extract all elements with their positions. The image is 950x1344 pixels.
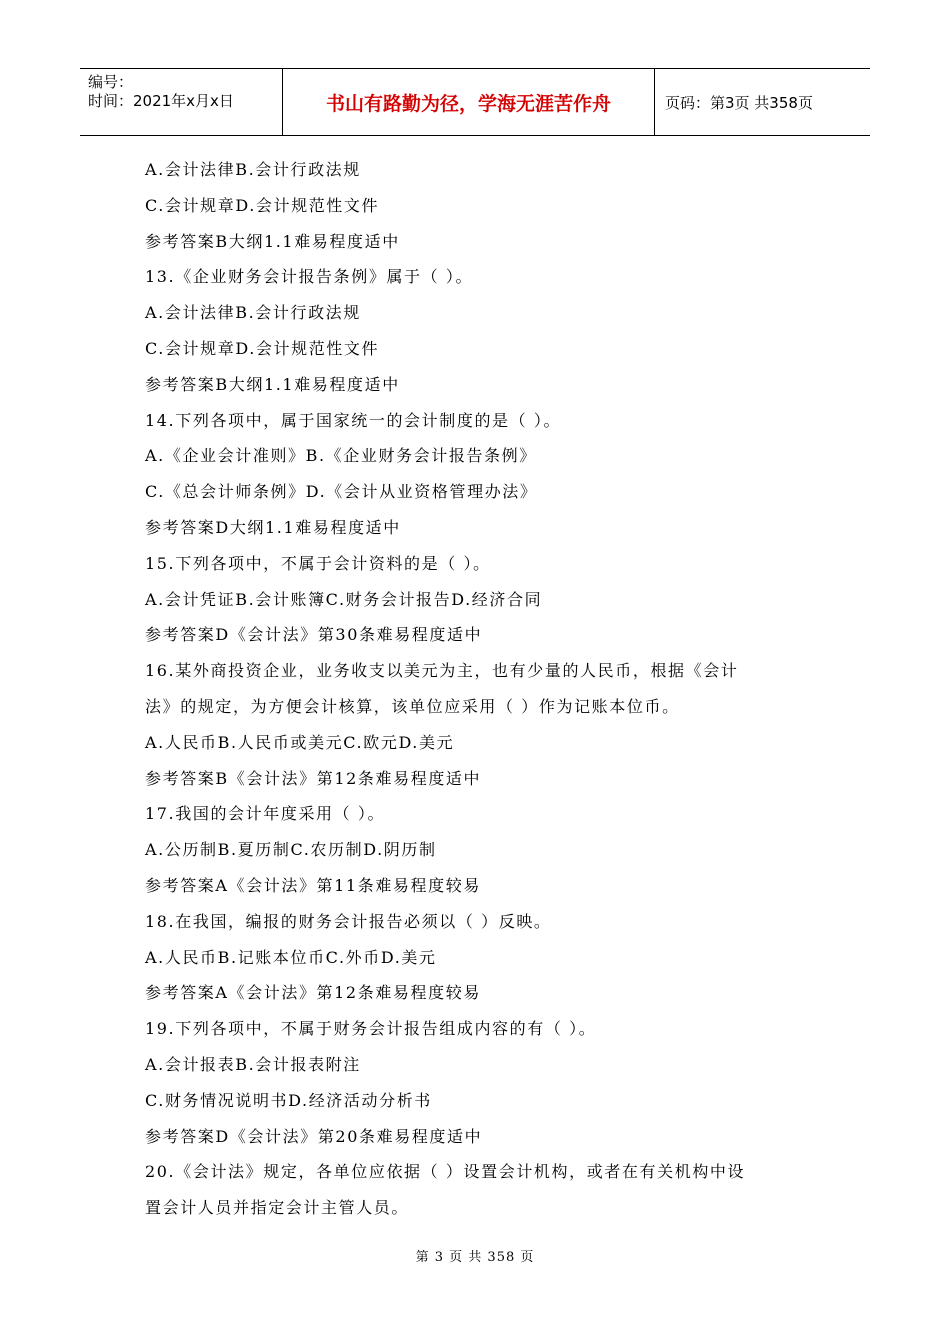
text-line: 参考答案D大纲1.1难易程度适中 [145,517,401,537]
text-line: C.会计规章D.会计规范性文件 [145,195,380,215]
text-line: A.会计法律B.会计行政法规 [145,160,361,179]
text-line: A.人民币B.人民币或美元C.欧元D.美元 [145,732,455,752]
text-line: A.人民币B.记账本位币C.外币D.美元 [145,947,437,967]
text-line: 14.下列各项中，属于国家统一的会计制度的是（ ）。 [145,410,562,430]
text-line: 17.我国的会计年度采用（ ）。 [145,804,386,824]
text-line: 18.在我国，编报的财务会计报告必须以（ ）反映。 [145,911,552,931]
text-line: 16.某外商投资企业，业务收支以美元为主，也有少量的人民币，根据《会计 [145,661,739,681]
text-line: 15.下列各项中，不属于会计资料的是（ ）。 [145,553,491,573]
text-line: 参考答案A《会计法》第11条难易程度较易 [145,875,481,895]
header-meta [80,69,283,135]
text-line: 参考答案D《会计法》第20条难易程度适中 [145,1126,483,1146]
header-page-info: 页码：第3页 共358页 [665,93,813,112]
text-line: A.会计凭证B.会计账簿C.财务会计报告D.经济合同 [145,589,543,609]
text-line: A.会计法律B.会计行政法规 [145,303,361,323]
header-number-label: 编号： [88,73,134,91]
text-line: 19.下列各项中，不属于财务会计报告组成内容的有（ ）。 [145,1019,597,1039]
text-line: 参考答案A《会计法》第12条难易程度较易 [145,983,481,1003]
page-header [80,68,870,136]
text-line: 13.《企业财务会计报告条例》属于（ ）。 [145,267,474,287]
header-motto: 书山有路勤为径，学海无涯苦作舟 [283,69,655,135]
text-line: 参考答案B《会计法》第12条难易程度适中 [145,768,482,788]
text-line: 20.《会计法》规定，各单位应依据（ ）设置会计机构，或者在有关机构中设 [145,1162,746,1182]
text-line: A.《企业会计准则》B.《企业财务会计报告条例》 [145,446,537,466]
text-line: C.财务情况说明书D.经济活动分析书 [145,1090,432,1110]
page-footer: 第 3 页 共 358 页 [415,1250,535,1265]
text-line: 参考答案B大纲1.1难易程度适中 [145,231,400,251]
text-line: 置会计人员并指定会计主管人员。 [145,1198,410,1218]
text-line: A.公历制B.夏历制C.农历制D.阴历制 [145,840,437,860]
text-line: 法》的规定，为方便会计核算，该单位应采用（ ）作为记账本位币。 [145,696,680,716]
header-time-label: 时间：2021年x月x日 [88,92,234,110]
text-line: C.《总会计师条例》D.《会计从业资格管理办法》 [145,482,538,502]
document-body [145,152,815,1226]
text-line: 参考答案B大纲1.1难易程度适中 [145,374,400,394]
text-line: C.会计规章D.会计规范性文件 [145,338,380,358]
text-line: 参考答案D《会计法》第30条难易程度适中 [145,625,483,645]
text-line: A.会计报表B.会计报表附注 [145,1054,361,1074]
